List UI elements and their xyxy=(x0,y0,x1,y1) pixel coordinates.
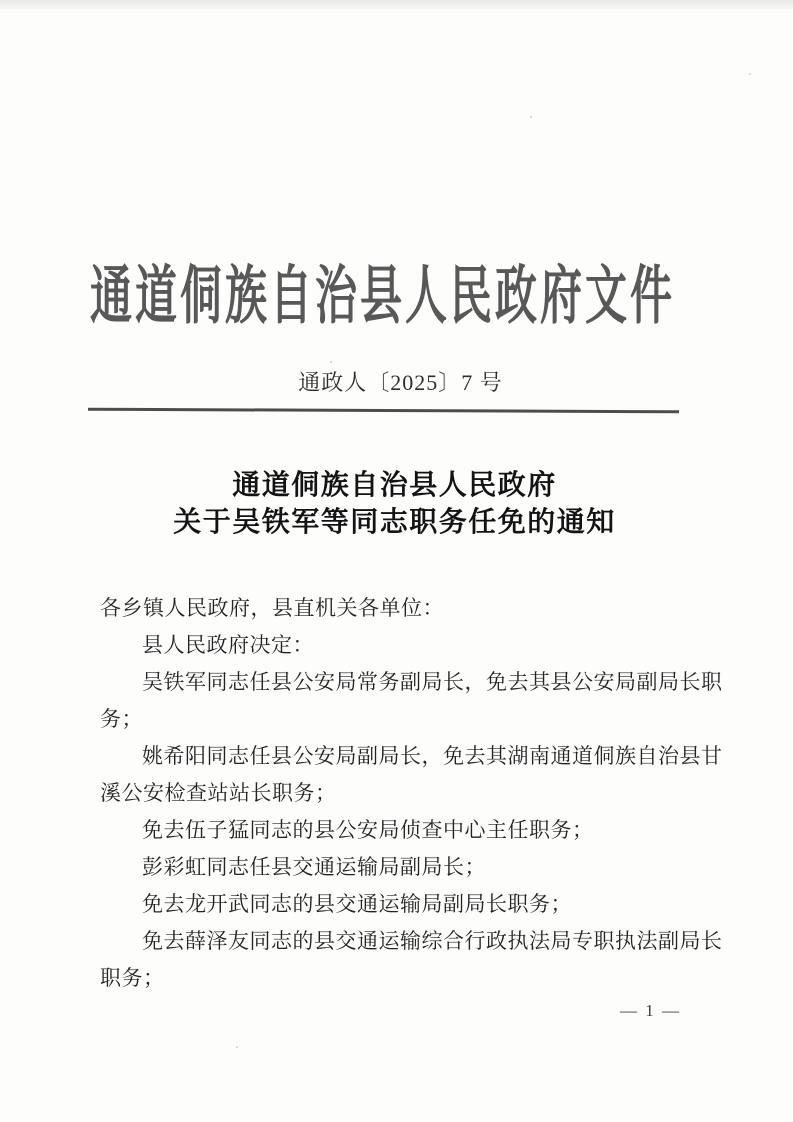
body-line: 姚希阳同志任县公安局副局长，免去其湖南通道侗族自治县甘 xyxy=(142,744,723,768)
scan-edge-artifact xyxy=(0,0,793,9)
notice-title xyxy=(0,467,791,541)
body-line: 职务； xyxy=(100,966,165,990)
body-line: 吴铁军同志任县公安局常务副局长，免去其县公安局副局长职 xyxy=(142,670,723,694)
body-line: 免去薛泽友同志的县交通运输综合行政执法局专职执法副局长 xyxy=(142,929,723,953)
body-line: 县人民政府决定： xyxy=(142,633,314,657)
notice-title-line1: 通道侗族自治县人民政府 xyxy=(232,470,557,501)
notice-title-line2: 关于吴铁军等同志职务任免的通知 xyxy=(173,507,616,538)
header-divider-line xyxy=(88,408,679,414)
notice-body xyxy=(100,590,723,997)
page-number: — 1 — xyxy=(620,1001,681,1020)
document-number: 通政人〔2025〕7 号 xyxy=(298,370,503,395)
body-line: 彭彩虹同志任县交通运输局副局长； xyxy=(142,855,486,879)
body-line: 溪公安检查站站长职务； xyxy=(100,781,337,805)
body-line: 免去伍子猛同志的县公安局侦查中心主任职务； xyxy=(142,818,594,842)
scan-speckle xyxy=(749,73,751,75)
scan-speckle xyxy=(330,361,332,363)
masthead-title: 通道侗族自治县人民政府文件 xyxy=(89,262,675,333)
body-line: 免去龙开武同志的县交通运输局副局长职务； xyxy=(142,892,572,916)
scan-speckle xyxy=(530,116,532,118)
body-line-salutation: 各乡镇人民政府，县直机关各单位： xyxy=(100,596,444,620)
body-line: 务； xyxy=(100,707,143,731)
masthead xyxy=(0,246,779,333)
scan-speckle xyxy=(236,1046,238,1048)
